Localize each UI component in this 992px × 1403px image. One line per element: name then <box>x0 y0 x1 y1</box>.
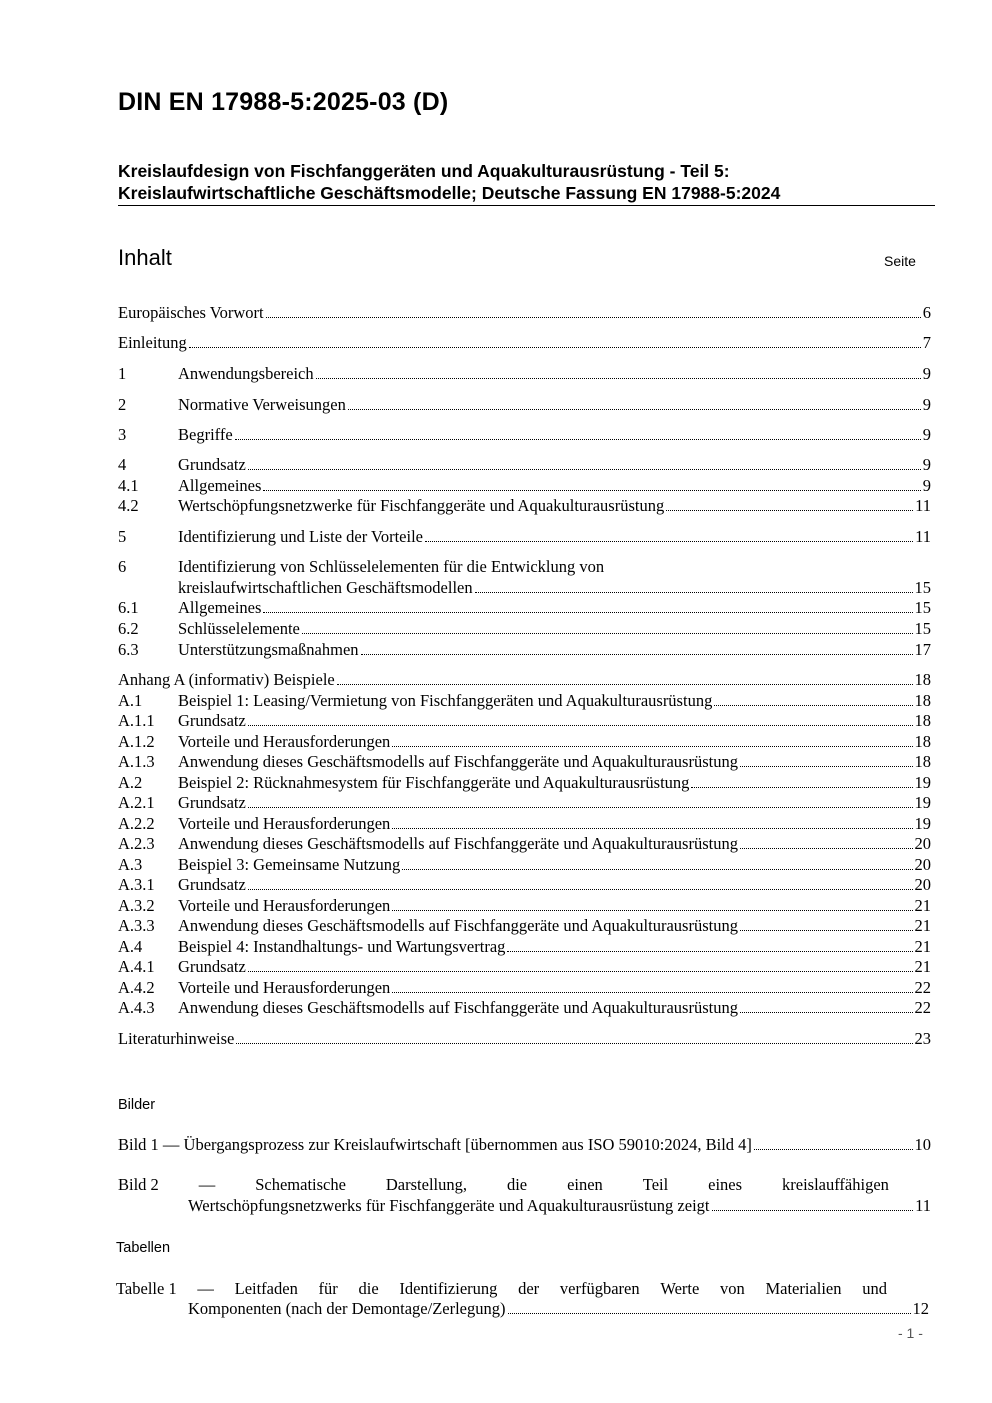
toc-entry-number: A.2.2 <box>118 814 155 833</box>
toc-entry-page: 18 <box>914 752 931 771</box>
toc-entry-title: Normative Verweisungen <box>178 395 346 414</box>
toc-entry-title: Anhang A (informativ) Beispiele <box>118 670 335 689</box>
dot-leader <box>263 612 912 613</box>
toc-entry-number: 2 <box>118 395 127 414</box>
page-column-label: Seite <box>884 253 916 269</box>
toc-entry[interactable] <box>118 394 931 415</box>
toc-entry-title: Grundsatz <box>178 875 246 894</box>
toc-entry-number: 6.3 <box>118 640 139 659</box>
toc-entry[interactable] <box>118 556 931 577</box>
toc-entry[interactable] <box>118 813 931 834</box>
dot-leader <box>263 490 920 491</box>
toc-entry-page: 9 <box>922 455 931 474</box>
toc-entry-number: A.1.3 <box>118 752 155 771</box>
toc-entry[interactable] <box>118 690 931 711</box>
toc-entry-title: Anwendung dieses Geschäftsmodells auf Fischfanggeräte und Aquakulturausrüstung <box>178 752 738 771</box>
dot-leader <box>392 828 912 829</box>
figure-title-word: Schematische <box>255 1175 346 1194</box>
toc-entry-page: 21 <box>914 957 931 976</box>
dot-leader <box>666 510 913 511</box>
toc-entry[interactable] <box>118 669 931 690</box>
toc-entry-title: Beispiel 4: Instandhaltungs- und Wartungsvertrag <box>178 937 506 956</box>
toc-entry[interactable] <box>118 854 931 875</box>
toc-entry[interactable] <box>118 936 931 957</box>
toc-entry-page: 22 <box>914 978 931 997</box>
toc-entry-number: A.2.1 <box>118 793 155 812</box>
table-title-word: verfügbaren <box>559 1279 640 1298</box>
toc-entry[interactable] <box>118 1028 931 1049</box>
toc-entry-title: Einleitung <box>118 333 187 352</box>
figure-title-continued: Wertschöpfungsnetzwerks für Fischfanggeräte und Aquakulturausrüstung zeigt <box>188 1196 710 1215</box>
table-title-continued: Komponenten (nach der Demontage/Zerlegung) <box>188 1299 506 1318</box>
toc-entry-title: Allgemeines <box>178 598 262 617</box>
toc-entry-title-continued: kreislaufwirtschaftlichen Geschäftsmodellen <box>178 578 473 597</box>
figure-title-word: Darstellung, <box>385 1175 467 1194</box>
toc-entry-number: A.4 <box>118 937 143 956</box>
toc-entry-title: Anwendungsbereich <box>178 364 314 383</box>
toc-entry[interactable] <box>118 363 931 384</box>
toc-entry-page: 6 <box>922 303 931 322</box>
dot-leader <box>248 725 913 726</box>
toc-entry-title: Grundsatz <box>178 455 246 474</box>
toc-entry-page: 18 <box>914 691 931 710</box>
dot-leader <box>714 705 912 706</box>
toc-entry-page: 22 <box>914 998 931 1017</box>
document-title <box>118 160 934 204</box>
dot-leader <box>740 848 913 849</box>
toc-entry-page: 11 <box>915 496 931 515</box>
figures-heading: Bilder <box>118 1097 156 1113</box>
toc-entry-title: Allgemeines <box>178 476 262 495</box>
table-entry-page: 12 <box>912 1299 929 1318</box>
toc-entry-number: 5 <box>118 527 127 546</box>
toc-entry[interactable] <box>118 772 931 793</box>
toc-entry-title: Vorteile und Herausforderungen <box>178 814 391 833</box>
dot-leader <box>248 889 913 890</box>
toc-entry-number: 4 <box>118 455 127 474</box>
toc-entry[interactable] <box>118 997 931 1018</box>
toc-entry-title: Vorteile und Herausforderungen <box>178 978 391 997</box>
table-title-word: für <box>318 1279 338 1298</box>
toc-entry-title: Grundsatz <box>178 957 246 976</box>
toc-entry-number: A.4.1 <box>118 957 155 976</box>
table-title-word: Leitfaden <box>234 1279 298 1298</box>
toc-entry[interactable] <box>118 332 931 353</box>
toc-entry-page: 19 <box>914 793 931 812</box>
toc-entry-page: 15 <box>914 619 931 638</box>
toc-entry-number: A.2 <box>118 773 143 792</box>
figure-entry[interactable] <box>118 1174 889 1195</box>
figure-title-word: einen <box>567 1175 603 1194</box>
toc-entry-page: 15 <box>914 578 931 597</box>
toc-entry-number: 4.2 <box>118 496 139 515</box>
figure-entry-continuation[interactable] <box>188 1195 931 1216</box>
toc-entry-page: 18 <box>914 670 931 689</box>
figure-entry-page: 11 <box>915 1196 931 1215</box>
dot-leader <box>189 347 921 348</box>
toc-entry-number: A.1.2 <box>118 732 155 751</box>
toc-entry-title: Vorteile und Herausforderungen <box>178 732 391 751</box>
page-number: - 1 - <box>898 1325 923 1341</box>
dot-leader <box>316 378 921 379</box>
toc-entry-number: 6.1 <box>118 598 139 617</box>
toc-entry-title: Anwendung dieses Geschäftsmodells auf Fischfanggeräte und Aquakulturausrüstung <box>178 916 738 935</box>
dot-leader <box>712 1210 914 1211</box>
toc-entry-number: A.4.3 <box>118 998 155 1017</box>
dot-leader <box>425 541 913 542</box>
toc-entry[interactable] <box>118 874 931 895</box>
figure-label: Bild 2 <box>118 1175 159 1194</box>
toc-entry-page: 20 <box>914 834 931 853</box>
toc-entry-page: 23 <box>914 1029 931 1048</box>
toc-entry-title: Anwendung dieses Geschäftsmodells auf Fischfanggeräte und Aquakulturausrüstung <box>178 834 738 853</box>
dot-leader <box>392 746 912 747</box>
toc-entry-number: 6 <box>118 557 127 576</box>
toc-entry-title: Identifizierung von Schlüsselelementen für die Entwicklung von <box>178 557 605 576</box>
toc-entry-page: 19 <box>914 814 931 833</box>
figure-entry[interactable] <box>118 1134 931 1155</box>
figure-title-word: die <box>506 1175 528 1194</box>
table-label: Tabelle 1 <box>116 1279 177 1298</box>
toc-entry-page: 21 <box>914 896 931 915</box>
table-title-word: Werte <box>660 1279 700 1298</box>
toc-entry-number: 6.2 <box>118 619 139 638</box>
dot-leader <box>754 1149 913 1150</box>
toc-entry-number: A.3.3 <box>118 916 155 935</box>
figure-title-word: kreislauffähigen <box>782 1175 889 1194</box>
toc-entry-page: 11 <box>915 527 931 546</box>
toc-entry-page: 21 <box>914 916 931 935</box>
toc-entry-title: Schlüsselelemente <box>178 619 300 638</box>
toc-entry-title: Identifizierung und Liste der Vorteile <box>178 527 423 546</box>
dot-leader <box>392 992 912 993</box>
dot-leader <box>248 807 913 808</box>
toc-entry-title: Begriffe <box>178 425 233 444</box>
dot-leader <box>248 971 913 972</box>
tables-heading: Tabellen <box>116 1240 171 1256</box>
toc-entry[interactable] <box>118 710 931 731</box>
table-title-word: und <box>862 1279 887 1298</box>
toc-entry-page: 20 <box>914 855 931 874</box>
toc-entry[interactable] <box>118 526 931 547</box>
toc-entry-page: 19 <box>914 773 931 792</box>
toc-entry[interactable] <box>118 792 931 813</box>
dot-leader <box>235 439 921 440</box>
toc-heading: Inhalt <box>118 245 172 270</box>
dot-leader <box>392 910 912 911</box>
toc-entry-title: Unterstützungsmaßnahmen <box>178 640 359 659</box>
toc-entry-number: A.1.1 <box>118 711 155 730</box>
toc-entry-number: A.4.2 <box>118 978 155 997</box>
table-title-word: der <box>518 1279 540 1298</box>
figure-entry-title: Bild 1 — Übergangsprozess zur Kreislaufwirtschaft [übernommen aus ISO 59010:2024, Bild 4] <box>118 1135 752 1154</box>
dot-leader <box>507 951 912 952</box>
toc-entry-title: Grundsatz <box>178 793 246 812</box>
toc-entry-page: 9 <box>922 395 931 414</box>
dot-leader <box>740 1012 913 1013</box>
toc-entry[interactable] <box>118 895 931 916</box>
dot-leader <box>740 930 913 931</box>
dot-leader <box>691 787 912 788</box>
toc-entry[interactable] <box>118 618 931 639</box>
toc-entry-title: Vorteile und Herausforderungen <box>178 896 391 915</box>
figure-title-word: Teil <box>642 1175 669 1194</box>
toc-entry[interactable] <box>118 639 931 660</box>
toc-entry-page: 17 <box>914 640 931 659</box>
figure-entry-page: 10 <box>914 1135 931 1154</box>
toc-entry[interactable] <box>118 495 931 516</box>
document-title-line-2: Kreislaufwirtschaftliche Geschäftsmodelle; Deutsche Fassung EN 17988-5:2024 <box>118 183 781 203</box>
dot-leader <box>248 469 921 470</box>
toc-entry-title: Europäisches Vorwort <box>118 303 264 322</box>
toc-entry-number: 1 <box>118 364 127 383</box>
toc-entry-page: 18 <box>914 732 931 751</box>
toc-entry-number: A.2.3 <box>118 834 155 853</box>
toc-entry[interactable] <box>118 915 931 936</box>
toc-entry-title: Grundsatz <box>178 711 246 730</box>
toc-entry-title: Beispiel 1: Leasing/Vermietung von Fischfanggeräten und Aquakulturausrüstung <box>178 691 713 710</box>
dot-leader <box>475 592 913 593</box>
toc-entry[interactable] <box>118 731 931 752</box>
toc-entry-number: 4.1 <box>118 476 139 495</box>
dot-leader <box>508 1313 911 1314</box>
dot-leader <box>266 317 921 318</box>
toc-entry-page: 18 <box>914 711 931 730</box>
toc-entry-title: Beispiel 2: Rücknahmesystem für Fischfanggeräte und Aquakulturausrüstung <box>178 773 690 792</box>
document-id: DIN EN 17988-5:2025-03 (D) <box>118 88 449 116</box>
toc-entry-number: A.3.2 <box>118 896 155 915</box>
title-rule <box>118 205 935 206</box>
toc-entry-number: A.1 <box>118 691 143 710</box>
toc-entry[interactable] <box>118 475 931 496</box>
figure-title-word: eines <box>708 1175 743 1194</box>
table-title-word: die <box>358 1279 379 1298</box>
toc-entry[interactable] <box>118 454 931 475</box>
dot-leader <box>402 869 912 870</box>
dot-leader <box>361 654 913 655</box>
toc-entry[interactable] <box>118 424 931 445</box>
toc-entry[interactable] <box>118 751 931 772</box>
figure-dash: — <box>198 1175 216 1194</box>
table-title-word: von <box>720 1279 745 1298</box>
table-title-word: Materialien <box>765 1279 842 1298</box>
toc-entry-page: 20 <box>914 875 931 894</box>
toc-entry-title: Literaturhinweise <box>118 1029 235 1048</box>
toc-entry-continuation[interactable] <box>118 577 931 598</box>
toc-entry-number: A.3 <box>118 855 143 874</box>
dot-leader <box>337 684 913 685</box>
toc-entry-page: 15 <box>914 598 931 617</box>
toc-entry-number: A.3.1 <box>118 875 155 894</box>
dot-leader <box>740 766 913 767</box>
toc-entry-page: 21 <box>914 937 931 956</box>
toc-entry-title: Beispiel 3: Gemeinsame Nutzung <box>178 855 401 874</box>
table-entry[interactable] <box>116 1278 887 1299</box>
toc-entry[interactable] <box>118 956 931 977</box>
toc-entry-page: 9 <box>922 364 931 383</box>
toc-entry[interactable] <box>118 977 931 998</box>
toc-entry-page: 9 <box>922 476 931 495</box>
toc-entry[interactable] <box>118 833 931 854</box>
toc-entry-title: Anwendung dieses Geschäftsmodells auf Fischfanggeräte und Aquakulturausrüstung <box>178 998 738 1017</box>
toc-entry-page: 9 <box>922 425 931 444</box>
table-title-word: Identifizierung <box>399 1279 498 1298</box>
toc-entry[interactable] <box>118 302 931 323</box>
document-title-line-1: Kreislaufdesign von Fischfanggeräten und Aquakulturausrüstung - Teil 5: <box>118 161 730 181</box>
table-entry-continuation[interactable] <box>188 1298 929 1319</box>
toc-entry-number: 3 <box>118 425 127 444</box>
toc-entry-page: 7 <box>922 333 931 352</box>
dot-leader <box>302 633 913 634</box>
dot-leader <box>236 1043 912 1044</box>
table-dash: — <box>197 1279 214 1298</box>
toc-entry[interactable] <box>118 597 931 618</box>
toc-entry-title: Wertschöpfungsnetzwerke für Fischfanggeräte und Aquakulturausrüstung <box>178 496 665 515</box>
dot-leader <box>348 409 921 410</box>
